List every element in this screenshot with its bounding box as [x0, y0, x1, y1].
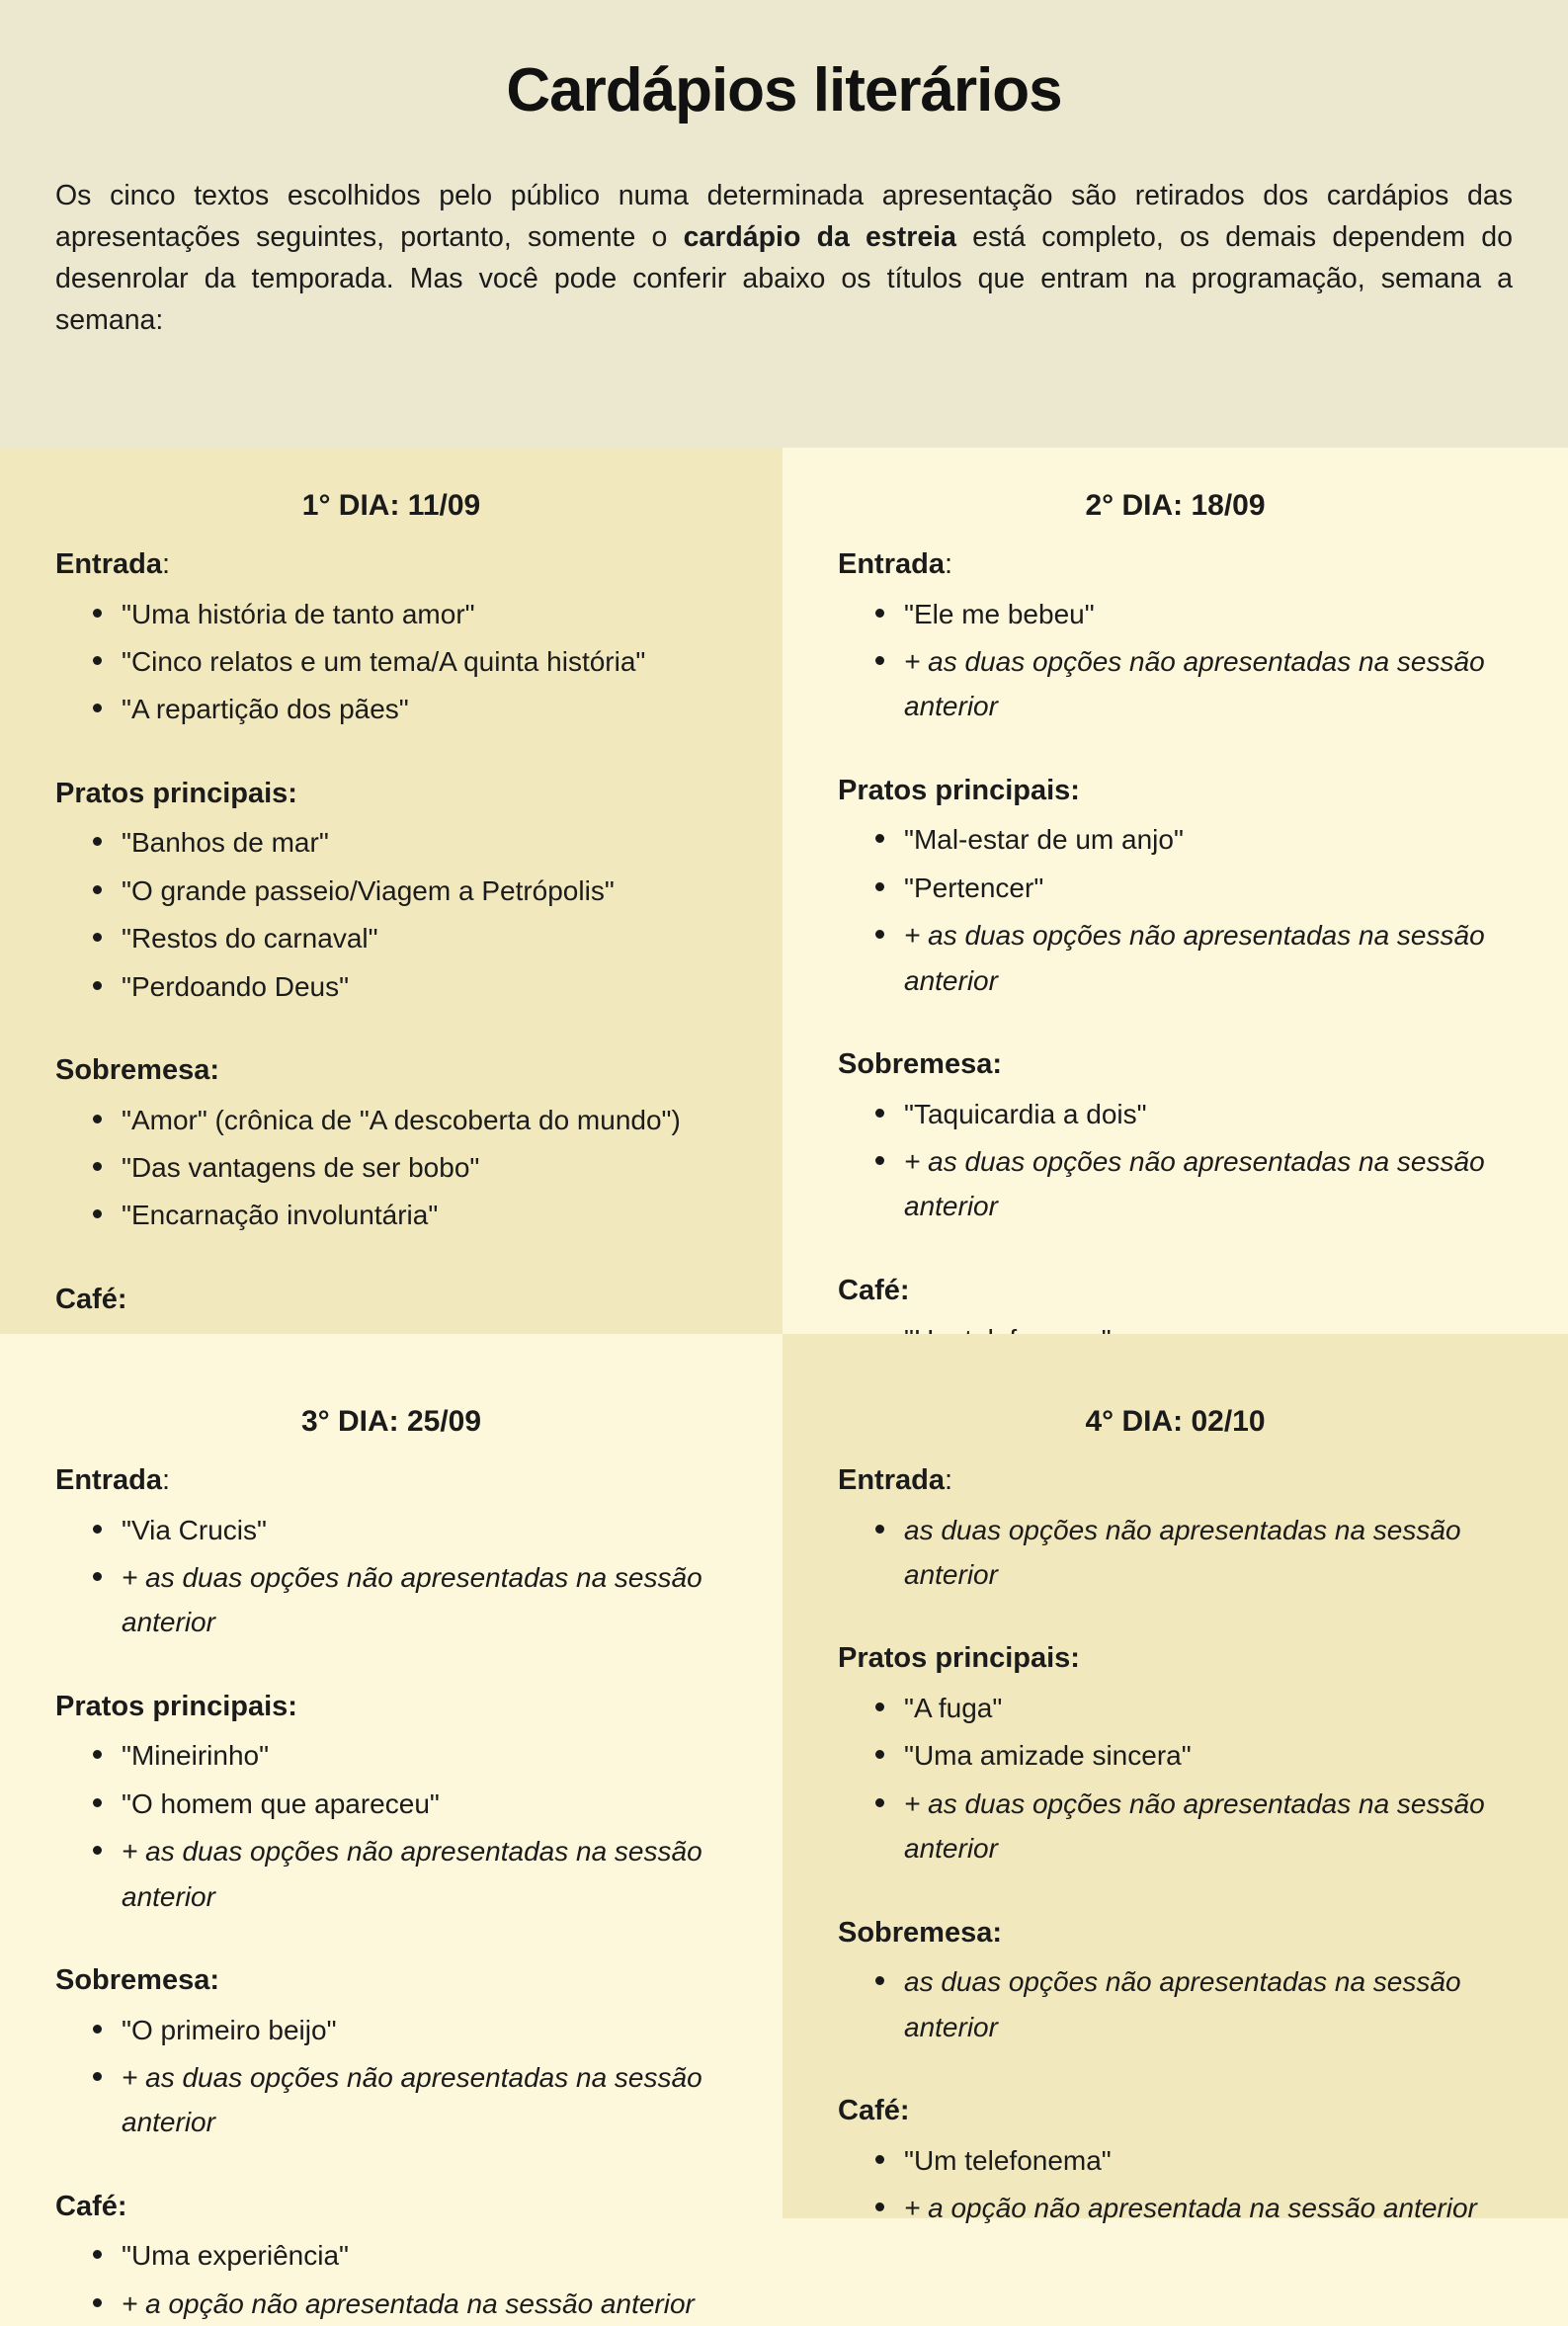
bullet-icon — [93, 2250, 102, 2259]
day-card-4 — [783, 1334, 1568, 2223]
menu-item-text: "Ele me bebeu" — [904, 598, 1095, 629]
menu-item-text: "Mineirinho" — [122, 1740, 270, 1772]
section-label-text: Entrada — [55, 1464, 162, 1496]
menu-item-text: "A repartição dos pães" — [122, 694, 409, 725]
section-label-text: Pratos principais: — [838, 774, 1080, 806]
day-card-1 — [0, 448, 783, 1334]
menu-item-text: as duas opções não apresentadas na sessão anterior — [904, 1514, 1461, 1591]
menu-item-text: "Uma história de tanto amor" — [122, 598, 475, 629]
intro-text-bold: cardápio da estreia — [683, 221, 956, 254]
menu-item-list — [838, 2138, 1513, 2231]
bullet-icon — [93, 1115, 102, 1123]
menu-item-list — [838, 1959, 1513, 2049]
menu-item — [838, 2138, 1513, 2183]
menu-item-text: "O homem que apareceu" — [122, 1787, 440, 1819]
menu-item — [55, 1508, 727, 1552]
menu-item — [55, 916, 727, 960]
menu-item-text: + as duas opções não apresentadas na sessão anterior — [904, 646, 1485, 722]
menu-item-text: "Um telefonema" — [904, 2144, 1112, 2176]
menu-item-text: "Banhos de mar" — [122, 827, 329, 859]
bullet-icon — [875, 1976, 884, 1985]
section-label-colon: : — [161, 548, 171, 580]
menu-item-text: "Encarnação involuntária" — [122, 1200, 439, 1231]
section-label-text: Sobremesa: — [55, 1963, 220, 1996]
menu-item-text: "Taquicardia a dois" — [904, 1098, 1147, 1129]
bullet-icon — [93, 2025, 102, 2034]
menu-item-text: + as duas opções não apresentadas na sessão anterior — [122, 2061, 702, 2138]
section-label — [55, 546, 727, 584]
menu-item-list — [55, 1508, 727, 1645]
day-card-3 — [0, 1334, 783, 2319]
day-3-title: 3° DIA: 25/09 — [300, 1405, 482, 1438]
section-label-text: Sobremesa: — [55, 1053, 220, 1086]
menu-item-text: "O grande passeio/Viagem a Petrópolis" — [122, 874, 615, 906]
menu-item-text: "Mal-estar de um anjo" — [904, 824, 1184, 856]
day-4-section-cafe — [838, 2093, 1513, 2230]
day-2-section-pratos — [838, 773, 1513, 1003]
day-1-section-sobremesa — [55, 1052, 727, 1238]
menu-item-list — [55, 2008, 727, 2145]
section-label — [55, 1689, 727, 1726]
day-1-title: 1° DIA: 11/09 — [301, 489, 481, 522]
menu-item — [55, 1193, 727, 1237]
intro-text-after: está completo, os demais dependem do desenrolar da temporada. Mas você pode conferir abaixo os títulos que entram na programação, semana a semana: — [55, 221, 1513, 336]
bullet-icon — [93, 1572, 102, 1581]
bullet-icon — [93, 837, 102, 846]
section-label — [838, 1273, 1513, 1310]
menu-item-text: "Uma experiência" — [122, 2240, 349, 2272]
section-label — [838, 1462, 1513, 1500]
section-label-text: Café: — [55, 1283, 127, 1315]
menu-item-text: + as duas opções não apresentadas na sessão anterior — [904, 1145, 1485, 1222]
bullet-icon — [875, 1156, 884, 1165]
menu-item — [838, 639, 1513, 729]
menu-item-text: + as duas opções não apresentadas na sessão anterior — [122, 1562, 702, 1638]
menu-item-text: "Perdoando Deus" — [122, 970, 350, 1002]
menu-item — [55, 1098, 727, 1142]
day-3-section-cafe — [55, 2189, 727, 2326]
day-1-section-entrada — [55, 546, 727, 732]
menu-item-text: "O primeiro beijo" — [122, 2014, 337, 2045]
day-3-section-entrada — [55, 1462, 727, 1645]
day-3-section-sobremesa — [55, 1962, 727, 2145]
bullet-icon — [93, 885, 102, 894]
bullet-icon — [93, 2072, 102, 2081]
menu-item — [838, 1508, 1513, 1598]
section-label — [55, 2189, 727, 2226]
bullet-icon — [875, 1525, 884, 1534]
bullet-icon — [93, 1798, 102, 1807]
bullet-icon — [875, 930, 884, 939]
menu-item — [838, 1733, 1513, 1778]
menu-item — [838, 1959, 1513, 2049]
section-label — [55, 1962, 727, 2000]
page-title: Cardápios literários — [506, 56, 1062, 125]
menu-item-text: + as duas opções não apresentadas na sessão anterior — [904, 920, 1485, 996]
section-label — [838, 1046, 1513, 1084]
section-label-text: Pratos principais: — [838, 1642, 1080, 1675]
bullet-icon — [93, 704, 102, 712]
section-label-text: Sobremesa: — [838, 1916, 1003, 1949]
section-label — [55, 1282, 727, 1319]
menu-item — [838, 1092, 1513, 1136]
menu-item-text: "Via Crucis" — [122, 1514, 267, 1545]
menu-item — [55, 639, 727, 684]
day-2-section-sobremesa — [838, 1046, 1513, 1229]
menu-item — [55, 820, 727, 865]
section-label-text: Entrada — [838, 1464, 945, 1496]
bullet-icon — [93, 2298, 102, 2307]
day-4-title: 4° DIA: 02/10 — [1085, 1405, 1266, 1438]
bullet-icon — [875, 1109, 884, 1118]
bullet-icon — [875, 882, 884, 891]
day-3-section-pratos — [55, 1689, 727, 1919]
bullet-icon — [93, 1846, 102, 1855]
day-2-title: 2° DIA: 18/09 — [1085, 489, 1266, 522]
menu-item — [55, 2282, 727, 2326]
bullet-icon — [93, 1525, 102, 1534]
menu-item-list — [55, 820, 727, 1008]
bullet-icon — [875, 1750, 884, 1759]
bullet-icon — [93, 1209, 102, 1218]
menu-item — [55, 1555, 727, 1645]
section-label-text: Entrada — [55, 548, 162, 580]
menu-item-list — [55, 1098, 727, 1238]
bullet-icon — [93, 1162, 102, 1171]
intro-text-before: Os cinco textos escolhidos pelo público numa determinada apresentação são retirados dos cardápios das apresentações seguintes, portanto, somente o — [55, 180, 1513, 254]
section-label-colon: : — [944, 548, 953, 580]
section-label — [838, 1640, 1513, 1678]
section-label — [838, 2093, 1513, 2130]
section-label-colon: : — [161, 1464, 171, 1496]
menu-item-text: + a opção não apresentada na sessão anterior — [904, 2192, 1477, 2223]
menu-item-list — [838, 1686, 1513, 1870]
menu-item-list — [838, 1508, 1513, 1598]
menu-item-list — [838, 1092, 1513, 1229]
menu-item — [55, 1782, 727, 1826]
bullet-icon — [875, 1798, 884, 1807]
menu-item — [838, 866, 1513, 910]
day-2-section-entrada — [838, 546, 1513, 729]
bullet-icon — [93, 656, 102, 665]
bullet-icon — [93, 609, 102, 618]
menu-item-list — [55, 1733, 727, 1918]
menu-item-text: "Restos do carnaval" — [122, 923, 378, 955]
menu-item — [838, 2186, 1513, 2230]
bullet-icon — [875, 834, 884, 843]
section-label — [838, 546, 1513, 584]
menu-item-text: + a opção não apresentada na sessão anterior — [122, 2287, 695, 2319]
bullet-icon — [93, 1750, 102, 1759]
menu-item — [838, 1782, 1513, 1871]
menu-item — [55, 964, 727, 1009]
menu-item — [838, 817, 1513, 862]
bullet-icon — [875, 2202, 884, 2211]
menu-item-text: "Uma amizade sincera" — [904, 1740, 1192, 1772]
section-label-text: Café: — [55, 2190, 127, 2222]
day-4-section-sobremesa — [838, 1915, 1513, 2049]
menu-item — [55, 1829, 727, 1919]
menu-item — [55, 592, 727, 636]
section-label — [55, 1462, 727, 1500]
menu-item-text: "Amor" (crônica de "A descoberta do mundo") — [122, 1104, 681, 1135]
bullet-icon — [875, 1703, 884, 1711]
menu-item-text: "Cinco relatos e um tema/A quinta história" — [122, 646, 646, 678]
menu-item — [838, 913, 1513, 1003]
section-label-text: Café: — [838, 2094, 910, 2126]
menu-grid — [0, 448, 1568, 2319]
menu-item — [55, 869, 727, 913]
section-label-text: Sobremesa: — [838, 1047, 1003, 1080]
menu-item — [55, 1733, 727, 1778]
bullet-icon — [875, 2155, 884, 2164]
menu-item — [55, 2055, 727, 2145]
section-label-text: Café: — [838, 1274, 910, 1306]
intro-paragraph — [55, 176, 1513, 342]
menu-item-text: "Das vantagens de ser bobo" — [122, 1151, 480, 1183]
section-label — [55, 1052, 727, 1090]
menu-item-list — [838, 592, 1513, 729]
menu-item-list — [55, 592, 727, 732]
bullet-icon — [875, 656, 884, 665]
section-label — [55, 776, 727, 813]
menu-item — [838, 592, 1513, 636]
menu-item — [55, 2233, 727, 2278]
section-label — [838, 773, 1513, 810]
bullet-icon — [875, 609, 884, 618]
bullet-icon — [93, 981, 102, 990]
day-4-section-entrada — [838, 1462, 1513, 1597]
section-label-text: Entrada — [838, 548, 945, 580]
bullet-icon — [93, 933, 102, 942]
menu-item-text: "A fuga" — [904, 1693, 1003, 1724]
day-card-2 — [783, 448, 1568, 1334]
menu-item-list — [838, 817, 1513, 1002]
header — [0, 0, 1568, 448]
menu-item — [55, 1145, 727, 1190]
menu-item — [55, 2008, 727, 2052]
menu-item-text: "Pertencer" — [904, 872, 1044, 903]
menu-item — [838, 1139, 1513, 1229]
section-label-text: Pratos principais: — [55, 777, 297, 809]
menu-item-text: + as duas opções não apresentadas na sessão anterior — [122, 1836, 702, 1912]
menu-item — [838, 1686, 1513, 1730]
menu-item-list — [55, 2233, 727, 2326]
menu-item-text: as duas opções não apresentadas na sessão anterior — [904, 1966, 1461, 2042]
section-label-text: Pratos principais: — [55, 1690, 297, 1722]
day-1-section-pratos — [55, 776, 727, 1009]
menu-item — [55, 687, 727, 731]
section-label — [838, 1915, 1513, 1952]
section-label-colon: : — [944, 1464, 953, 1496]
day-4-section-pratos — [838, 1640, 1513, 1870]
menu-item-text: + as duas opções não apresentadas na sessão anterior — [904, 1787, 1485, 1865]
